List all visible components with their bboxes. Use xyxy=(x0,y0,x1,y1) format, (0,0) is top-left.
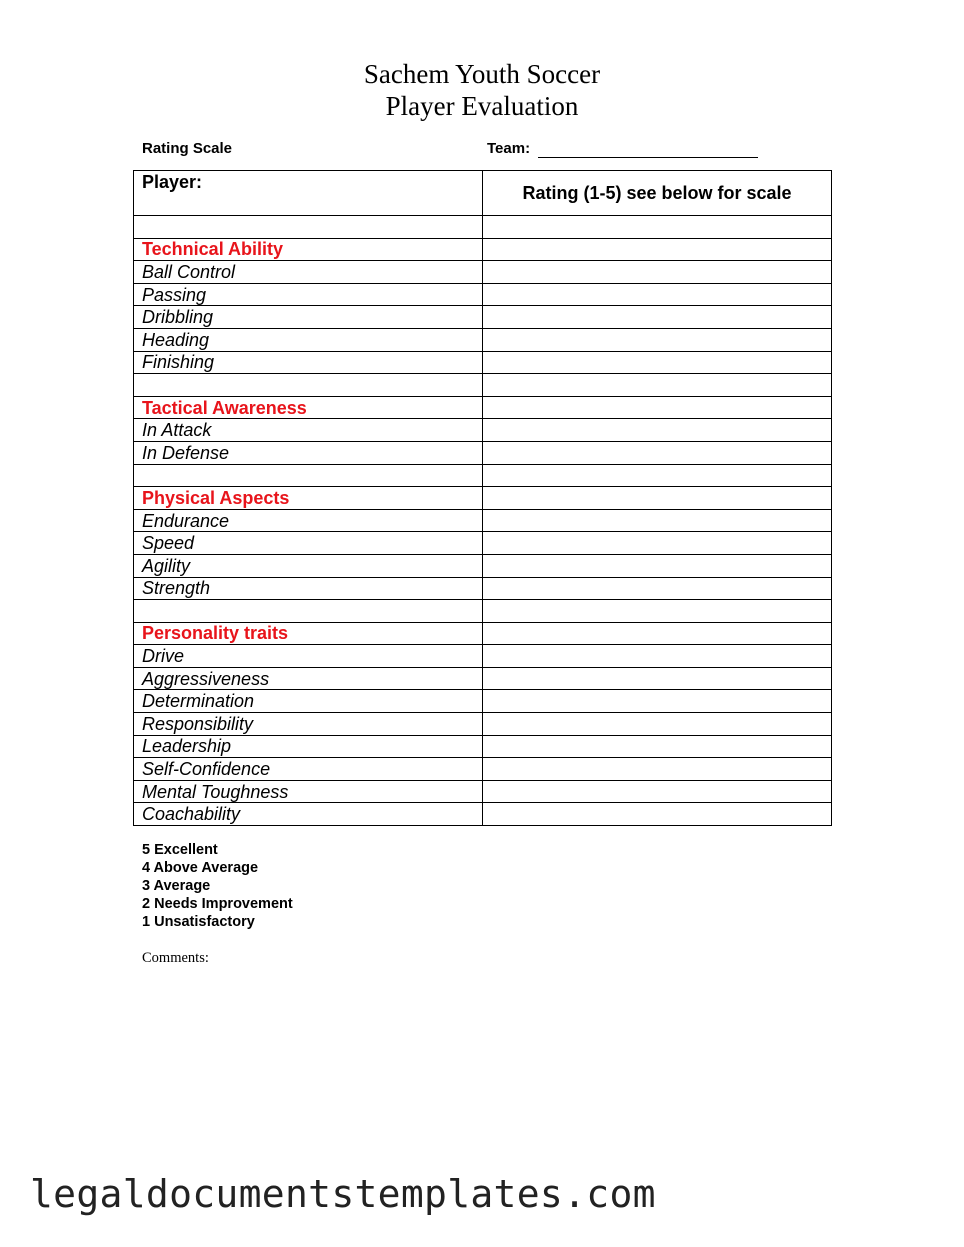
evaluation-table xyxy=(133,170,832,826)
criterion-label: Drive xyxy=(134,645,483,668)
rating-cell[interactable] xyxy=(483,577,832,600)
scale-item: 2 Needs Improvement xyxy=(142,896,293,912)
rating-cell[interactable] xyxy=(483,780,832,803)
form-subtitle: Player Evaluation xyxy=(385,91,579,121)
rating-cell xyxy=(483,600,832,623)
criterion-label: In Defense xyxy=(134,441,483,464)
criterion-row xyxy=(134,554,832,577)
rating-cell xyxy=(483,216,832,239)
section-row xyxy=(134,487,832,510)
criterion-row xyxy=(134,306,832,329)
rating-cell[interactable] xyxy=(483,532,832,555)
criterion-row xyxy=(134,419,832,442)
criterion-label: Determination xyxy=(134,690,483,713)
criterion-row xyxy=(134,577,832,600)
rating-cell[interactable] xyxy=(483,261,832,284)
criterion-label: Self-Confidence xyxy=(134,758,483,781)
player-name-cell[interactable] xyxy=(134,171,483,216)
criterion-label: Heading xyxy=(134,328,483,351)
criterion-label: Agility xyxy=(134,554,483,577)
rating-cell xyxy=(483,464,832,487)
criterion-label xyxy=(134,600,483,623)
section-row xyxy=(134,396,832,419)
criterion-row xyxy=(134,803,832,826)
comments-label: Comments: xyxy=(142,950,209,966)
rating-cell[interactable] xyxy=(483,328,832,351)
rating-cell xyxy=(483,396,832,419)
rating-cell[interactable] xyxy=(483,441,832,464)
rating-cell[interactable] xyxy=(483,713,832,736)
scale-item: 3 Average xyxy=(142,878,211,894)
rating-cell[interactable] xyxy=(483,645,832,668)
scale-item: 5 Excellent xyxy=(142,842,218,858)
criterion-row xyxy=(134,441,832,464)
criterion-label: Finishing xyxy=(134,351,483,374)
team-label: Team: xyxy=(487,140,531,157)
scale-item: 4 Above Average xyxy=(142,860,259,876)
scale-item: 1 Unsatisfactory xyxy=(142,914,255,930)
blank-row xyxy=(134,374,832,397)
criterion-label: Leadership xyxy=(134,735,483,758)
table-header-row xyxy=(134,171,832,216)
watermark: legaldocumentstemplates.com xyxy=(30,1172,656,1216)
rating-cell[interactable] xyxy=(483,419,832,442)
rating-cell xyxy=(483,487,832,510)
criterion-row xyxy=(134,283,832,306)
criterion-label: Ball Control xyxy=(134,261,483,284)
criterion-label: Dribbling xyxy=(134,306,483,329)
rating-scale-label: Rating Scale xyxy=(142,140,233,157)
criterion-row xyxy=(134,261,832,284)
criterion-label: Strength xyxy=(134,577,483,600)
blank-row xyxy=(134,216,832,239)
rating-header: Rating (1-5) see below for scale xyxy=(483,171,832,216)
rating-cell[interactable] xyxy=(483,554,832,577)
rating-cell[interactable] xyxy=(483,803,832,826)
criterion-label: Passing xyxy=(134,283,483,306)
rating-cell[interactable] xyxy=(483,351,832,374)
criterion-label: Speed xyxy=(134,532,483,555)
section-heading: Personality traits xyxy=(134,622,483,645)
blank-row xyxy=(134,600,832,623)
criterion-row xyxy=(134,780,832,803)
rating-cell xyxy=(483,238,832,261)
criterion-label xyxy=(134,464,483,487)
section-row xyxy=(134,622,832,645)
criterion-row xyxy=(134,713,832,736)
criterion-row xyxy=(134,509,832,532)
criterion-label: In Attack xyxy=(134,419,483,442)
rating-cell[interactable] xyxy=(483,690,832,713)
criterion-row xyxy=(134,690,832,713)
section-row xyxy=(134,238,832,261)
rating-scale-legend xyxy=(142,841,293,931)
rating-cell[interactable] xyxy=(483,509,832,532)
player-header: Player: xyxy=(142,172,203,192)
criterion-label xyxy=(134,216,483,239)
section-heading: Tactical Awareness xyxy=(134,396,483,419)
criterion-row xyxy=(134,328,832,351)
form-title: Sachem Youth Soccer xyxy=(363,59,601,89)
criterion-label: Endurance xyxy=(134,509,483,532)
criterion-label: Aggressiveness xyxy=(134,667,483,690)
criterion-row xyxy=(134,532,832,555)
rating-cell[interactable] xyxy=(483,758,832,781)
criterion-row xyxy=(134,758,832,781)
criterion-label: Responsibility xyxy=(134,713,483,736)
criterion-label: Mental Toughness xyxy=(134,780,483,803)
rating-cell[interactable] xyxy=(483,667,832,690)
rating-cell xyxy=(483,374,832,397)
rating-cell[interactable] xyxy=(483,735,832,758)
team-input-line[interactable] xyxy=(538,157,758,158)
section-heading: Technical Ability xyxy=(134,238,483,261)
section-heading: Physical Aspects xyxy=(134,487,483,510)
criterion-row xyxy=(134,645,832,668)
criterion-row xyxy=(134,351,832,374)
rating-cell[interactable] xyxy=(483,283,832,306)
rating-cell xyxy=(483,622,832,645)
blank-row xyxy=(134,464,832,487)
criterion-label: Coachability xyxy=(134,803,483,826)
criterion-row xyxy=(134,667,832,690)
criterion-label xyxy=(134,374,483,397)
rating-cell[interactable] xyxy=(483,306,832,329)
criterion-row xyxy=(134,735,832,758)
